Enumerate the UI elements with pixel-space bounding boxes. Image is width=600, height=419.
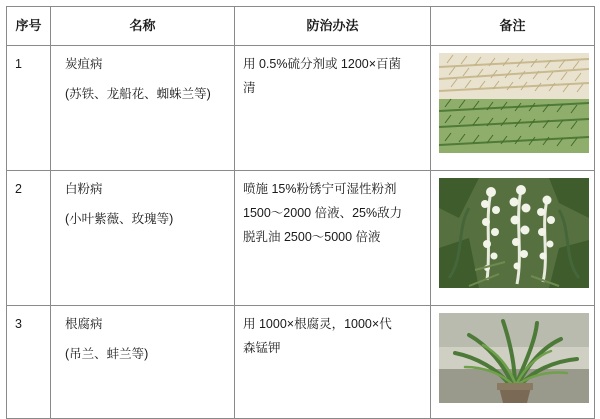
cell-name [51,46,235,171]
method-line: 清 [243,80,256,95]
white-flower-plant-photo [439,178,589,288]
host-plants: (小叶紫薇、玫瑰等) [65,211,174,226]
method-line: 用 0.5%硫分剂或 1200×百菌 [243,57,402,71]
table-row [7,306,595,419]
potted-green-plant-photo [439,313,589,403]
cell-method [235,46,431,171]
cell-name [51,171,235,306]
cell-no: 1 [7,46,51,171]
cell-method [235,171,431,306]
table-row [7,171,595,306]
method-line: 脱乳油 2500～5000 倍液 [243,229,381,244]
cell-note [431,46,595,171]
disease-name: 白粉病 [65,182,103,196]
cell-no: 2 [7,171,51,306]
column-header-no: 序号 [7,7,51,46]
method-line: 喷施 15%粉锈宁可湿性粉剂 [243,182,397,196]
host-plants: (吊兰、蚌兰等) [65,346,149,361]
cell-name [51,306,235,419]
palm-leaves-photo [439,53,589,153]
table-header-row [7,7,595,46]
column-header-note: 备注 [431,7,595,46]
cell-method [235,306,431,419]
column-header-name: 名称 [51,7,235,46]
table-row [7,46,595,171]
method-line: 1500～2000 倍液、25%敌力 [243,205,403,220]
cell-note [431,306,595,419]
disease-name: 炭疽病 [65,57,103,71]
disease-name: 根腐病 [65,317,103,331]
method-line: 用 1000×根腐灵，1000×代 [243,317,392,331]
host-plants: (苏铁、龙船花、蜘蛛兰等) [65,86,211,101]
cell-note [431,171,595,306]
column-header-method: 防治办法 [235,7,431,46]
method-line: 森锰钾 [243,340,281,355]
cell-no: 3 [7,306,51,419]
pest-control-table [6,6,595,419]
